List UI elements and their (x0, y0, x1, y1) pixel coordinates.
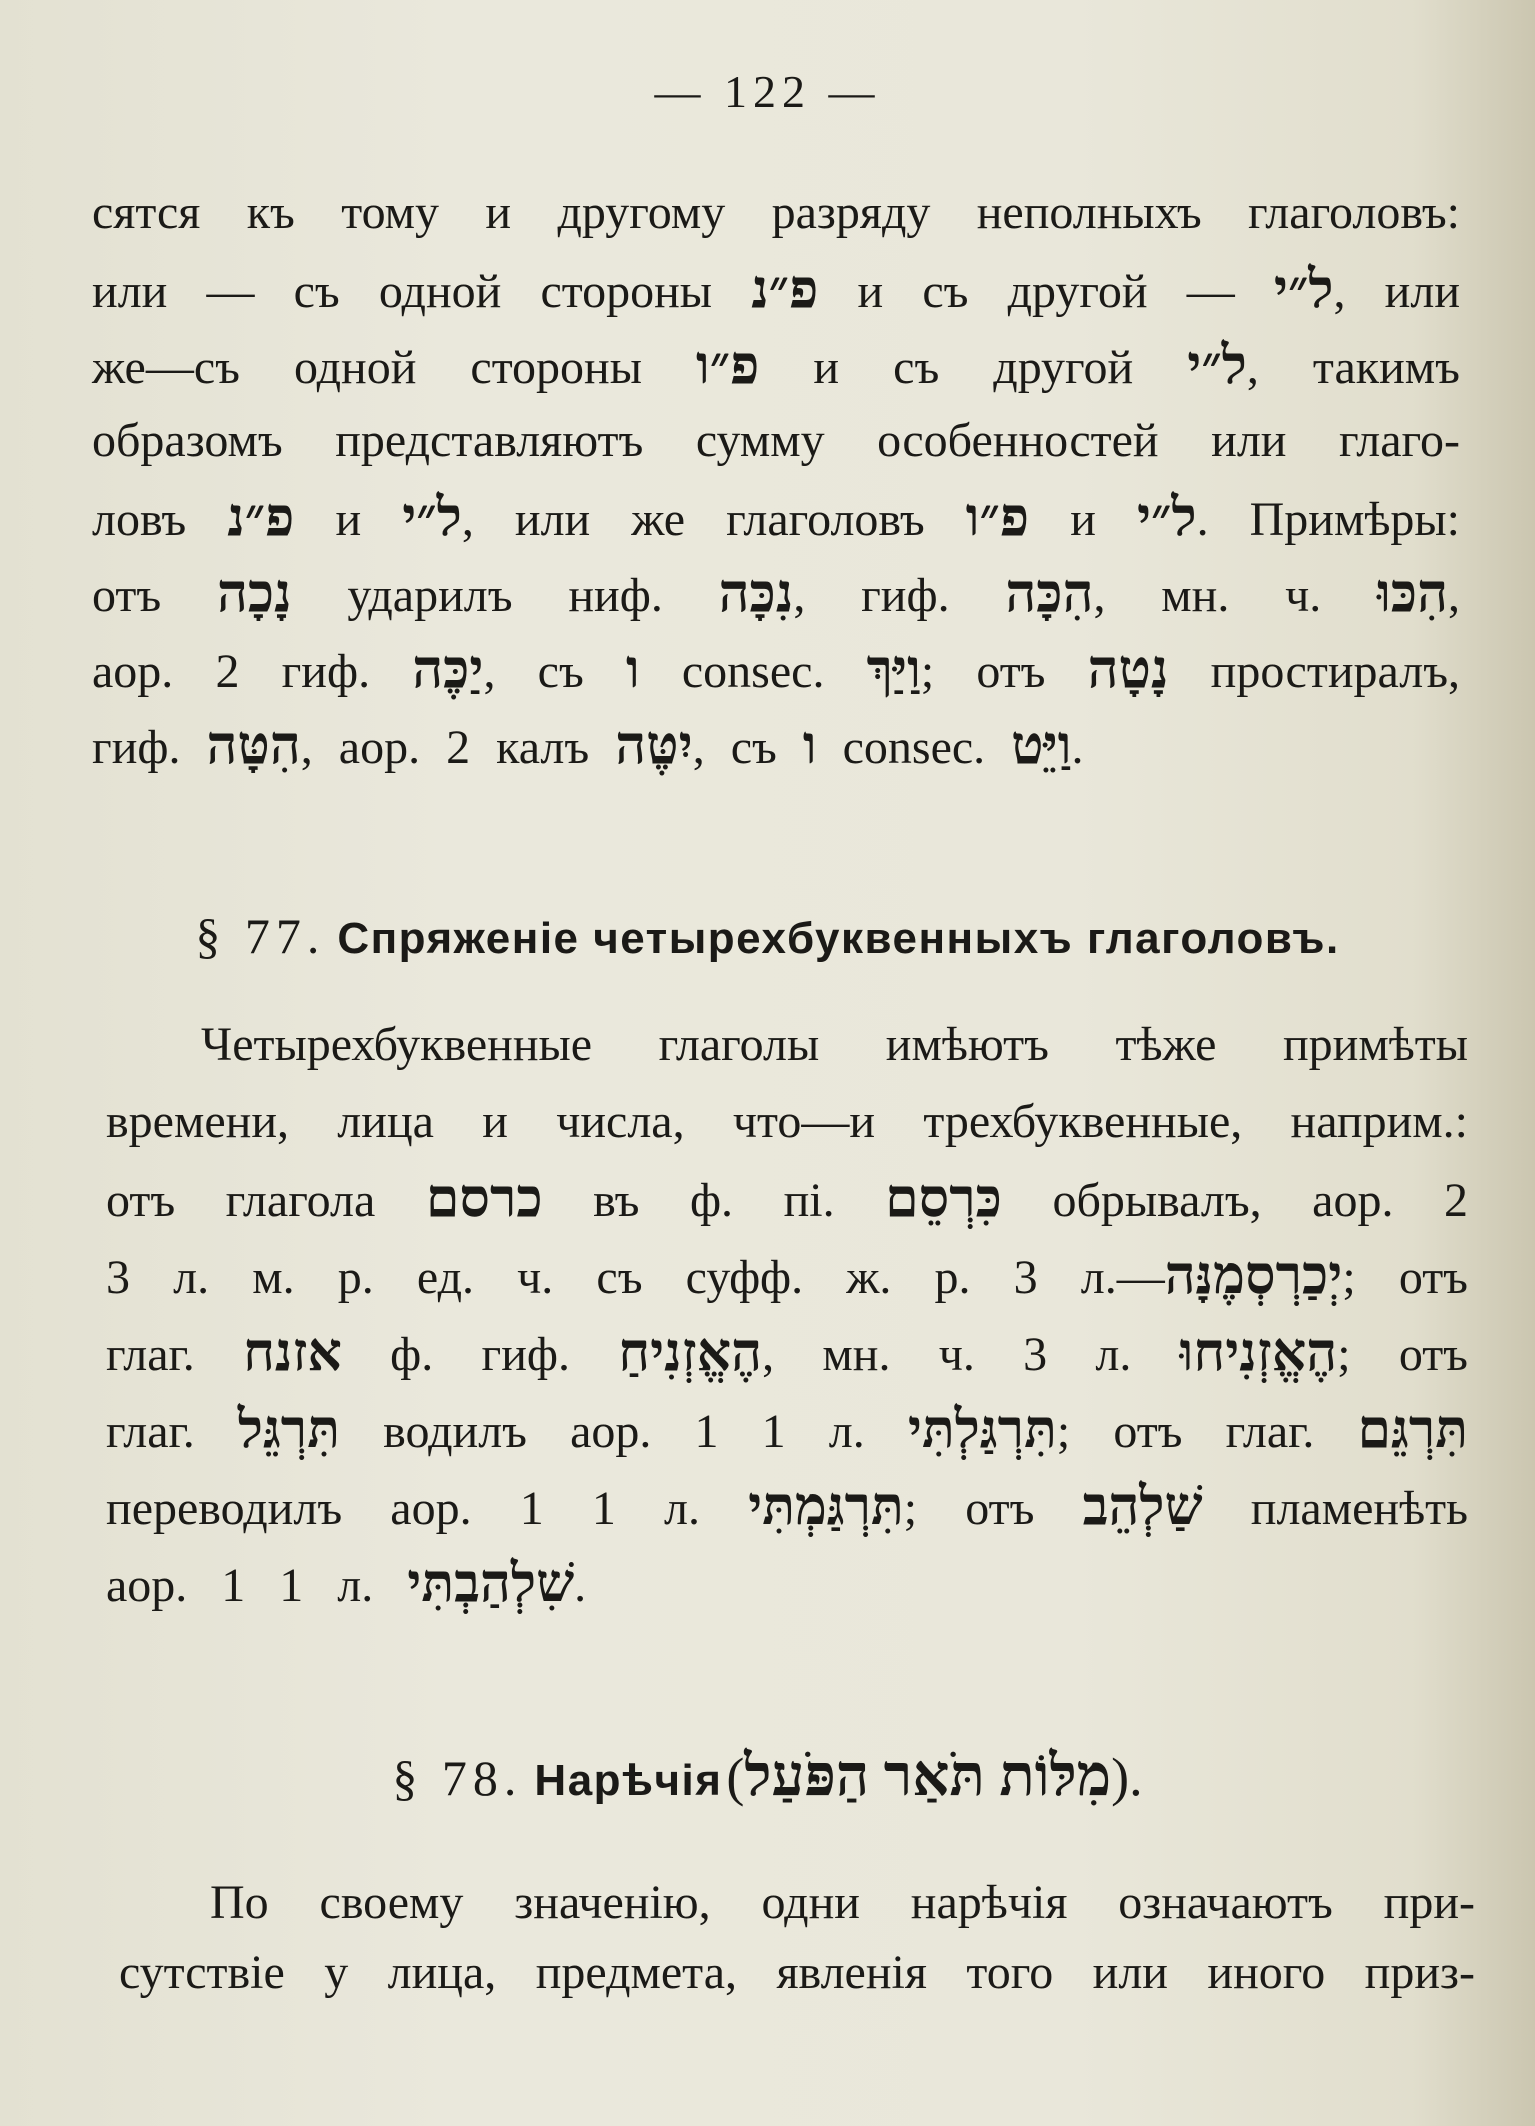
hebrew-word: יַכֶּה (412, 639, 484, 699)
text-run: аор. 2 гиф. (92, 645, 413, 698)
paren-open: ( (726, 1747, 745, 1807)
hebrew-word: הִטָּה (206, 715, 301, 775)
text-run: , съ (483, 645, 626, 698)
hebrew-word: הִכָּה (1005, 563, 1094, 623)
hebrew-word: פ״נ (227, 487, 295, 547)
text-line (106, 1083, 1468, 1160)
text-line (92, 479, 1460, 555)
hebrew-word: ל״י (1273, 259, 1334, 319)
text-run: . (574, 1559, 587, 1612)
text-run: ; отъ (920, 645, 1088, 698)
text-run: ударилъ ниф. (291, 569, 719, 622)
text-run: Четырехбуквенные глаголы имѣютъ тѣже примѣты (201, 1018, 1468, 1071)
hebrew-word: ו (625, 639, 640, 699)
text-line (92, 175, 1460, 251)
text-line (119, 1938, 1475, 2008)
text-run: , мн. ч. (1093, 569, 1378, 622)
text-run: и (294, 493, 403, 546)
hebrew-word: וַיַּךְ (866, 639, 921, 699)
hebrew-word: שִׁלְהַבְתִּי (407, 1553, 575, 1613)
hebrew-word: אזנח (243, 1322, 342, 1382)
text-line (106, 1468, 1468, 1545)
hebrew-word: הֶאֱזְנִיחַ (618, 1322, 763, 1382)
text-run: времени, лица и числа, что—и трехбуквенные, наприм.: (106, 1095, 1468, 1148)
section-78-heading (0, 1741, 1535, 1811)
text-run: , такимъ (1246, 341, 1460, 394)
hebrew-word: פ״ו (696, 335, 760, 395)
paren-close: ). (1111, 1747, 1143, 1807)
hebrew-section-title: מִלּוֹת תֹּאַר הַפֹּעַל (744, 1743, 1112, 1808)
text-line (119, 1868, 1475, 1938)
text-run: , аор. 2 калъ (300, 721, 616, 774)
text-run: , (1448, 569, 1461, 622)
text-run: и съ другой (759, 341, 1188, 394)
text-run: consec. (639, 645, 867, 698)
hebrew-word: שַׁלְהֵב (1082, 1476, 1203, 1536)
text-run: глаг. (106, 1405, 238, 1458)
text-run: обрывалъ, аор. 2 (1001, 1174, 1468, 1227)
text-line (92, 403, 1460, 479)
text-line (106, 1314, 1468, 1391)
hebrew-word: תִּרְגַּמְתִּי (748, 1476, 904, 1536)
section-77-heading (0, 901, 1535, 971)
text-run: простиралъ, (1168, 645, 1461, 698)
hebrew-word: הֶאֱזְנִיחוּ (1179, 1322, 1338, 1382)
hebrew-word: וַיֵּט (1011, 715, 1072, 775)
hebrew-word: תִּרְגֵּם (1357, 1399, 1469, 1459)
text-line (106, 1160, 1468, 1237)
text-run: сятся къ тому и другому разряду неполныхъ глаголовъ: (92, 186, 1460, 239)
paragraph-adverbs (119, 1868, 1475, 2008)
hebrew-word: ו (802, 715, 817, 775)
text-run: сутствіе у лица, предмета, явленія того или иного приз- (119, 1946, 1475, 1999)
text-line (106, 1391, 1468, 1468)
text-run: ; отъ (1342, 1251, 1468, 1304)
text-run: consec. (816, 721, 1012, 774)
text-line (92, 327, 1460, 403)
text-line (92, 631, 1460, 707)
hebrew-word: ל״י (1136, 487, 1197, 547)
hebrew-word: כִּרְסֵם (885, 1168, 1002, 1228)
text-run: ; отъ глаг. (1056, 1405, 1358, 1458)
hebrew-word: הִכּוּ (1377, 563, 1449, 623)
text-run: , съ (692, 721, 803, 774)
text-run: или — съ одной стороны (92, 265, 752, 318)
text-run: и съ другой — (818, 265, 1274, 318)
text-line (106, 1237, 1468, 1314)
hebrew-word: יִטֶּה (615, 715, 693, 775)
text-run: отъ глагола (106, 1174, 426, 1227)
section-title: Нарѣчія (534, 1756, 723, 1805)
text-run: гиф. (92, 721, 207, 774)
text-line (92, 555, 1460, 631)
section-title: Спряженіе четырехбуквенныхъ глаголовъ. (337, 914, 1340, 963)
section-number: § 77. (195, 908, 326, 964)
hebrew-word: כרסם (425, 1168, 543, 1228)
text-run: же—съ одной стороны (92, 341, 696, 394)
hebrew-word: פ״נ (751, 259, 819, 319)
hebrew-word: נִכָּה (718, 563, 794, 623)
text-run: въ ф. пі. (542, 1174, 886, 1227)
hebrew-word: נָכָה (216, 563, 292, 623)
text-run: переводилъ аор. 1 1 л. (106, 1482, 749, 1535)
hebrew-word: תִּרְגֵּל (237, 1399, 340, 1459)
paragraph-quadriliteral-verbs (106, 1006, 1468, 1622)
text-run: . Примѣры: (1196, 493, 1461, 546)
text-line (106, 1006, 1468, 1083)
text-run: ; отъ (1337, 1328, 1468, 1381)
text-run: , или же глаголовъ (461, 493, 966, 546)
text-run: ловъ (92, 493, 228, 546)
text-run: и (1029, 493, 1137, 546)
text-run: , мн. ч. 3 л. (762, 1328, 1180, 1381)
text-run: глаг. (106, 1328, 244, 1381)
hebrew-word: תִּרְגַּלְתִּי (907, 1399, 1057, 1459)
hebrew-word: ל״י (1187, 335, 1247, 395)
page-number: — 122 — (654, 66, 881, 117)
hebrew-word: ל״י (402, 487, 462, 547)
text-run: . (1071, 721, 1084, 774)
text-run: отъ (92, 569, 217, 622)
section-number: § 78. (392, 1750, 523, 1806)
text-run: По своему значенію, одни нарѣчія означаютъ при- (210, 1876, 1475, 1929)
text-run: аор. 1 1 л. (106, 1559, 408, 1612)
text-run: ф. гиф. (341, 1328, 619, 1381)
text-run: , гиф. (793, 569, 1006, 622)
text-run: ; отъ (903, 1482, 1083, 1535)
paragraph-continuation (92, 175, 1460, 783)
hebrew-word: יְכַרְסְמֶנָּה (1164, 1245, 1343, 1305)
text-run: 3 л. м. р. ед. ч. съ суфф. ж. р. 3 л.— (106, 1251, 1165, 1304)
text-run: пламенѣть (1202, 1482, 1469, 1535)
text-line (92, 251, 1460, 327)
text-line (106, 1545, 1468, 1622)
text-run: , или (1333, 265, 1461, 318)
text-run: образомъ представляютъ сумму особенностей или глаго- (92, 414, 1460, 467)
hebrew-word: נָטָה (1087, 639, 1169, 699)
text-line (92, 707, 1460, 783)
text-run: водилъ аор. 1 1 л. (340, 1405, 908, 1458)
hebrew-word: פ״ו (965, 487, 1030, 547)
